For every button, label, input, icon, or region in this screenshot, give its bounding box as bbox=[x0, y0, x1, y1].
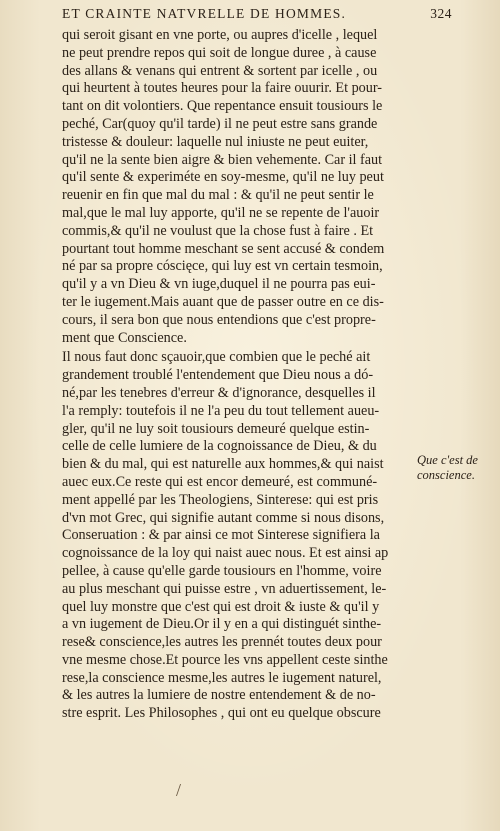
text-line: bien & du mal, qui est naturelle aux hommes,& qui naist bbox=[62, 456, 384, 473]
marginal-note-line: conscience. bbox=[417, 468, 475, 482]
text-line: qu'il sente & experiméte en soy-mesme, qu'il ne luy peut bbox=[62, 169, 384, 186]
text-line: qui heurtent à toutes heures pour la faire ouurir. Et pour- bbox=[62, 80, 383, 97]
marginal-note bbox=[417, 453, 497, 483]
text-line: pourtant tout homme meschant se sent accusé & condem bbox=[62, 240, 385, 257]
page-number: 324 bbox=[430, 6, 452, 21]
text-line: stre esprit. Les Philosophes , qui ont eu quelque obscure bbox=[62, 705, 381, 722]
text-line: pellee, à cause qu'elle garde tousiours en l'homme, voire bbox=[62, 562, 382, 579]
text-line: reuenir en fin que mal du mal : & qu'il ne peut sentir le bbox=[62, 187, 374, 204]
text-line: né,par les tenebres d'erreur & d'ignorance, desquelles il bbox=[62, 384, 376, 401]
text-line: a vn iugement de Dieu.Or il y en a qui distinguét sinthe- bbox=[62, 616, 382, 633]
text-line: grandement troublé l'entendement que Dieu nous a dó- bbox=[62, 367, 374, 384]
text-line: qu'il ne la sente bien aigre & bien vehemente. Car il faut bbox=[62, 151, 383, 168]
text-line: cognoissance de la loy qui naist auec nous. Et est ainsi ap bbox=[62, 545, 389, 562]
text-line: au plus meschant qui puisse estre , vn aduertissement, le- bbox=[62, 580, 387, 597]
text-line: ne peut prendre repos qui soit de longue duree , à cause bbox=[62, 44, 377, 61]
text-line: tristesse & douleur: laquelle nul iniuste ne peut euiter, bbox=[62, 133, 369, 150]
text-line: & les autres la lumiere de nostre entendement & de no- bbox=[62, 687, 376, 704]
text-line: commis,& qu'il ne voulust que la chose fust à faire . Et bbox=[62, 222, 374, 239]
running-head bbox=[62, 6, 452, 22]
text-line: ter le iugement.Mais auant que de passer outre en ce dis- bbox=[62, 293, 384, 310]
text-line: qui seroit gisant en vne porte, ou aupres d'icelle , lequel bbox=[62, 27, 378, 43]
text-line: auec eux.Ce reste qui est encor demeuré, est communé- bbox=[62, 473, 378, 490]
text-line: qu'il y a vn Dieu & vn iuge,duquel il ne pourra pas eui- bbox=[62, 276, 376, 293]
text-line: ment que Conscience. bbox=[62, 329, 187, 346]
text-line: des allans & venans qui entrent & sortent par icelle , ou bbox=[62, 62, 378, 79]
text-line: ment appellé par les Theologiens, Sinterese: qui est pris bbox=[62, 491, 379, 508]
text-line: l'a remply: toutefois il ne l'a peu du tout tellement aueu- bbox=[62, 402, 380, 419]
text-line: cours, il sera bon que nous entendions que c'est propre- bbox=[62, 311, 376, 328]
text-line: tant on dit volontiers. Que repentance ensuit tousiours le bbox=[62, 98, 383, 115]
stray-ink-mark: / bbox=[176, 780, 182, 800]
text-line: d'vn mot Grec, qui signifie autant comme si nous disons, bbox=[62, 509, 385, 526]
text-line: rese& conscience,les autres les prennét toutes deux pour bbox=[62, 634, 382, 651]
running-title: ET CRAINTE NATVRELLE DE HOMMES. bbox=[62, 6, 347, 21]
text-line: peché, Car(quoy qu'il tarde) il ne peut estre sans grande bbox=[62, 115, 378, 132]
text-line: mal,que le mal luy apporte, qu'il ne se repente de l'auoir bbox=[62, 204, 380, 221]
text-line: né par sa propre cóscięce, qui luy est vn certain tesmoin, bbox=[62, 258, 383, 275]
body-text bbox=[62, 27, 456, 723]
text-line: gler, qu'il ne luy soit tousiours demeuré quelque estin- bbox=[62, 420, 370, 437]
text-line: quel luy monstre que c'est qui est droit & iuste & qu'il y bbox=[62, 598, 380, 615]
text-line: Conseruation : & par ainsi ce mot Sinterese signifiera la bbox=[62, 527, 380, 544]
text-line: Il nous faut donc sçauoir,que combien que le peché ait bbox=[62, 349, 371, 366]
text-line: celle de celle lumiere de la cognoissance de Dieu, & du bbox=[62, 438, 377, 455]
marginal-note-line: Que c'est de bbox=[417, 453, 478, 467]
text-line: rese,la conscience mesme,les autres le iugement naturel, bbox=[62, 669, 382, 686]
text-line: vne mesme chose.Et pource les vns appellent ceste sinthe bbox=[62, 651, 388, 668]
